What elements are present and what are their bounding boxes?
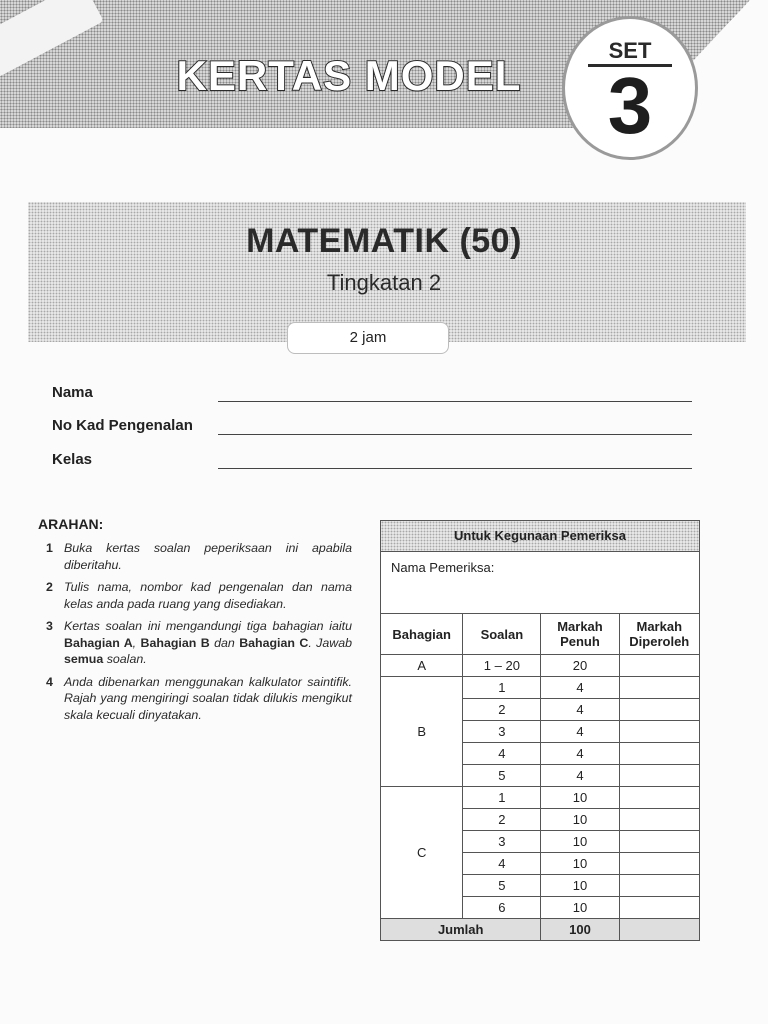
marks-obtained-cell[interactable]: [619, 897, 699, 919]
section-cell: C: [381, 787, 463, 919]
section-c-name: Bahagian C: [239, 635, 309, 650]
instruction-text: Kertas soalan ini mengandungi tiga bahagian iaitu: [64, 619, 352, 633]
full-marks-cell: 4: [541, 765, 619, 787]
marks-obtained-cell[interactable]: [619, 721, 699, 743]
subject-title: MATEMATIK (50): [246, 222, 522, 260]
examiner-box: [380, 520, 700, 941]
class-label: Kelas: [52, 451, 93, 468]
all-emphasis: semua: [64, 652, 104, 666]
column-header-full-marks: Markah Penuh: [541, 614, 619, 655]
name-line[interactable]: [218, 401, 692, 402]
instruction-number: 2: [46, 580, 53, 594]
set-label: SET: [608, 38, 652, 63]
marks-obtained-cell[interactable]: [619, 875, 699, 897]
total-marks-obtained[interactable]: [619, 919, 699, 941]
marks-obtained-cell[interactable]: [619, 765, 699, 787]
question-cell: 3: [463, 831, 541, 853]
class-field[interactable]: [52, 451, 692, 475]
question-cell: 4: [463, 743, 541, 765]
question-cell: 1: [463, 787, 541, 809]
question-cell: 3: [463, 721, 541, 743]
instruction-item: [40, 540, 352, 573]
id-line[interactable]: [218, 434, 692, 435]
marks-obtained-cell[interactable]: [619, 699, 699, 721]
question-cell: 5: [463, 875, 541, 897]
separator: dan: [209, 635, 240, 650]
full-marks-cell: 10: [541, 853, 619, 875]
page-title: KERTAS MODEL: [176, 52, 522, 99]
marks-obtained-cell[interactable]: [619, 787, 699, 809]
class-line[interactable]: [218, 468, 692, 469]
full-marks-cell: 4: [541, 677, 619, 699]
duration-box: 2 jam: [287, 322, 449, 354]
instruction-item: [40, 674, 352, 724]
name-field[interactable]: [52, 384, 692, 408]
subject-level: Tingkatan 2: [326, 270, 442, 295]
full-marks-cell: 10: [541, 809, 619, 831]
marks-obtained-cell[interactable]: [619, 809, 699, 831]
full-marks-cell: 4: [541, 721, 619, 743]
section-b-name: Bahagian B: [140, 635, 210, 650]
full-marks-cell: 4: [541, 699, 619, 721]
examiner-name-area[interactable]: [381, 552, 699, 614]
id-label: No Kad Pengenalan: [52, 417, 193, 434]
question-cell: 1 – 20: [463, 655, 541, 677]
marks-obtained-cell[interactable]: [619, 853, 699, 875]
full-marks-cell: 20: [541, 655, 619, 677]
marks-obtained-cell[interactable]: [619, 677, 699, 699]
question-cell: 2: [463, 809, 541, 831]
marks-table: [381, 614, 699, 940]
set-number: 3: [607, 61, 653, 150]
instruction-text: soalan.: [103, 652, 147, 666]
total-row: [381, 919, 699, 941]
instruction-text: Buka kertas soalan peperiksaan ini apabila diberitahu.: [64, 541, 352, 572]
full-marks-cell: 4: [541, 743, 619, 765]
instruction-item: [40, 618, 352, 668]
separator: ,: [132, 635, 141, 650]
question-cell: 2: [463, 699, 541, 721]
table-row: [381, 677, 699, 699]
marks-obtained-cell[interactable]: [619, 831, 699, 853]
column-header-marks-obtained: Markah Diperoleh: [619, 614, 699, 655]
instruction-number: 4: [46, 674, 53, 689]
marks-obtained-cell[interactable]: [619, 655, 699, 677]
total-label: Jumlah: [381, 919, 541, 941]
instruction-number: 3: [46, 619, 53, 633]
examiner-heading: Untuk Kegunaan Pemeriksa: [381, 521, 699, 552]
instructions-list: [40, 540, 352, 729]
set-badge: [568, 22, 692, 154]
full-marks-cell: 10: [541, 787, 619, 809]
section-a-name: Bahagian A: [64, 635, 133, 650]
section-cell: A: [381, 655, 463, 677]
instruction-item: [40, 579, 352, 612]
id-field[interactable]: [52, 417, 692, 441]
question-cell: 4: [463, 853, 541, 875]
instruction-text: . Jawab: [308, 635, 353, 650]
question-cell: 6: [463, 897, 541, 919]
examiner-name-label: Nama Pemeriksa:: [391, 560, 495, 575]
total-full-marks: 100: [541, 919, 619, 941]
section-cell: B: [381, 677, 463, 787]
table-row: [381, 787, 699, 809]
question-cell: 1: [463, 677, 541, 699]
full-marks-cell: 10: [541, 831, 619, 853]
table-row: [381, 655, 699, 677]
instruction-number: 1: [46, 541, 53, 555]
marks-obtained-cell[interactable]: [619, 743, 699, 765]
name-label: Nama: [52, 384, 93, 401]
question-cell: 5: [463, 765, 541, 787]
instructions-heading: ARAHAN:: [38, 516, 104, 532]
column-header-question: Soalan: [463, 614, 541, 655]
full-marks-cell: 10: [541, 875, 619, 897]
column-header-section: Bahagian: [381, 614, 463, 655]
instruction-text: Tulis nama, nombor kad pengenalan dan nama kelas anda pada ruang yang disediakan.: [64, 580, 352, 611]
full-marks-cell: 10: [541, 897, 619, 919]
instruction-text: Anda dibenarkan menggunakan kalkulator saintifik. Rajah yang mengiringi soalan tidak dilukis mengikut skala kecuali dinyatakan.: [64, 674, 352, 722]
